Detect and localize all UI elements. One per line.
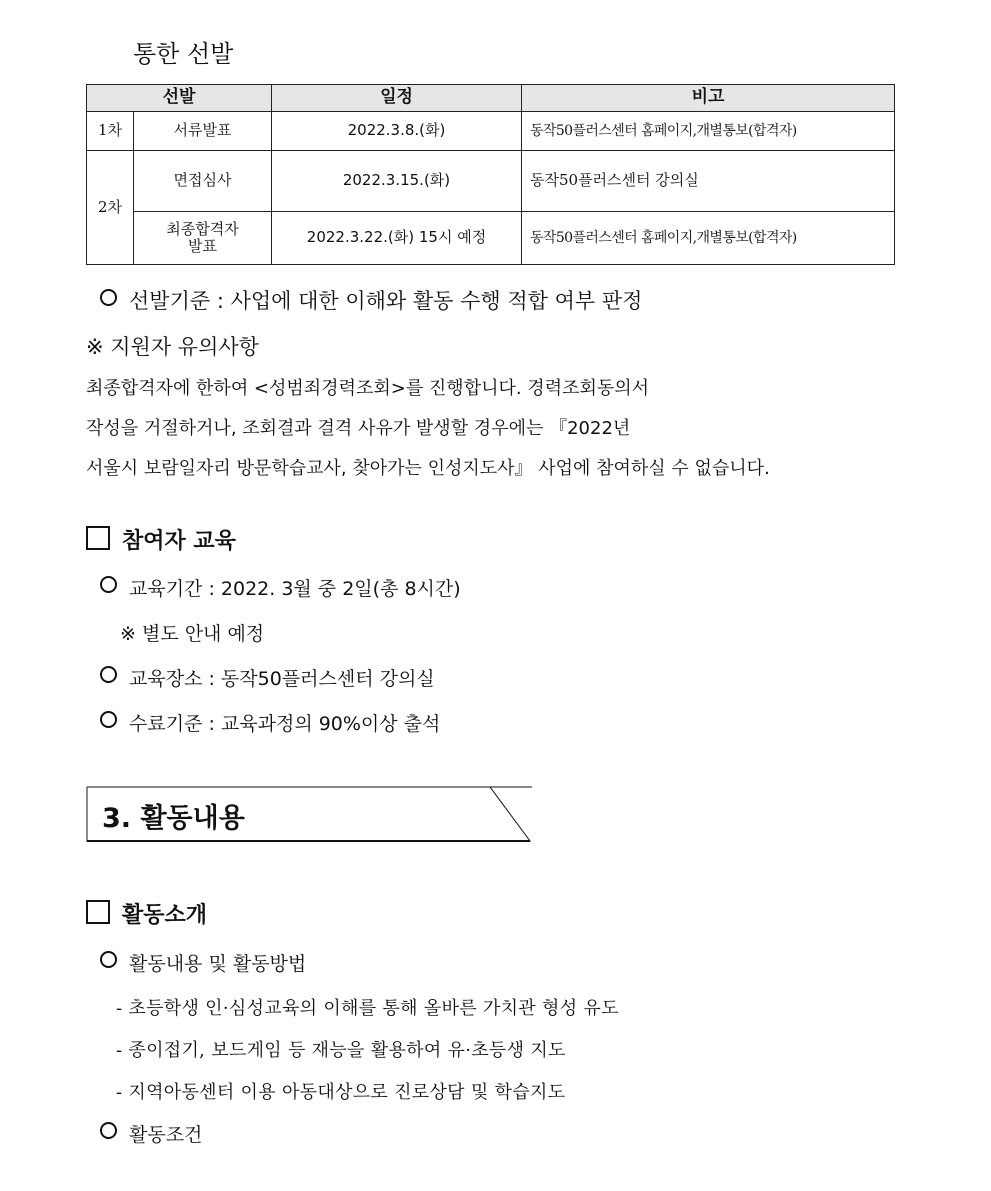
stage-cell <box>134 212 272 265</box>
section-3-title: 3. 활동내용 <box>102 803 245 834</box>
stage-line: 최종합격자 <box>166 219 239 238</box>
circle-bullet-icon <box>100 1122 117 1139</box>
education-place <box>100 664 435 691</box>
education-period <box>100 574 461 601</box>
education-heading <box>86 524 236 555</box>
notice-line: 작성을 거절하거나, 조회결과 결격 사유가 발생할 경우에는 『2022년 <box>86 418 631 439</box>
round-cell: 2차 <box>87 151 134 265</box>
header-selection: 선발 <box>87 85 272 112</box>
square-bullet-icon <box>86 526 110 550</box>
activity-item: - 지역아동센터 이용 아동대상으로 진로상담 및 학습지도 <box>116 1082 566 1103</box>
activity-heading-text: 활동소개 <box>122 903 208 928</box>
header-schedule: 일정 <box>272 85 522 112</box>
square-bullet-icon <box>86 900 110 924</box>
circle-bullet-icon <box>100 951 117 968</box>
stage-cell: 면접심사 <box>134 151 272 212</box>
stage-cell: 서류발표 <box>134 112 272 151</box>
circle-bullet-icon <box>100 711 117 728</box>
table-header-row <box>87 85 895 112</box>
criteria-line <box>100 285 642 315</box>
activity-item: - 종이접기, 보드게임 등 재능을 활용하여 유·초등생 지도 <box>116 1040 566 1061</box>
activity-subheading-text: 활동내용 및 활동방법 <box>129 953 307 975</box>
circle-bullet-icon <box>100 666 117 683</box>
education-period-text: 교육기간 : 2022. 3월 중 2일(총 8시간) <box>129 578 461 600</box>
notice-title: ※ 지원자 유의사항 <box>86 335 259 359</box>
criteria-text: 선발기준 : 사업에 대한 이해와 활동 수행 적합 여부 판정 <box>129 289 643 313</box>
notice-line: 서울시 보람일자리 방문학습교사, 찾아가는 인성지도사』 사업에 참여하실 수 없습니다. <box>86 458 770 479</box>
note-cell: 동작50플러스센터 홈페이지,개별통보(합격자) <box>522 112 895 151</box>
header-remarks: 비고 <box>522 85 895 112</box>
note-cell: 동작50플러스센터 홈페이지,개별통보(합격자) <box>522 212 895 265</box>
date-cell: 2022.3.22.(화) 15시 예정 <box>272 212 522 265</box>
education-completion-text: 수료기준 : 교육과정의 90%이상 출석 <box>129 713 441 735</box>
activity-conditions-text: 활동조건 <box>129 1124 203 1146</box>
education-period-note: ※ 별도 안내 예정 <box>120 623 265 645</box>
intro-line: 통한 선발 <box>133 40 234 68</box>
education-place-text: 교육장소 : 동작50플러스센터 강의실 <box>129 668 435 690</box>
note-cell: 동작50플러스센터 강의실 <box>522 151 895 212</box>
circle-bullet-icon <box>100 576 117 593</box>
activity-item: - 초등학생 인·심성교육의 이해를 통해 올바른 가치관 형성 유도 <box>116 998 619 1019</box>
circle-bullet-icon <box>100 289 117 306</box>
notice-line: 최종합격자에 한하여 <성범죄경력조회>를 진행합니다. 경력조회동의서 <box>86 378 650 399</box>
round-cell: 1차 <box>87 112 134 151</box>
activity-heading <box>86 898 207 929</box>
education-completion <box>100 709 440 736</box>
activity-conditions <box>100 1120 202 1147</box>
selection-schedule-table <box>86 84 895 265</box>
table-row <box>87 151 895 212</box>
date-cell: 2022.3.15.(화) <box>272 151 522 212</box>
education-heading-text: 참여자 교육 <box>122 529 236 554</box>
activity-subheading <box>100 949 306 976</box>
table-row <box>87 112 895 151</box>
stage-line: 발표 <box>188 237 217 255</box>
date-cell: 2022.3.8.(화) <box>272 112 522 151</box>
section-3-box <box>86 786 532 842</box>
table-row <box>87 212 895 265</box>
